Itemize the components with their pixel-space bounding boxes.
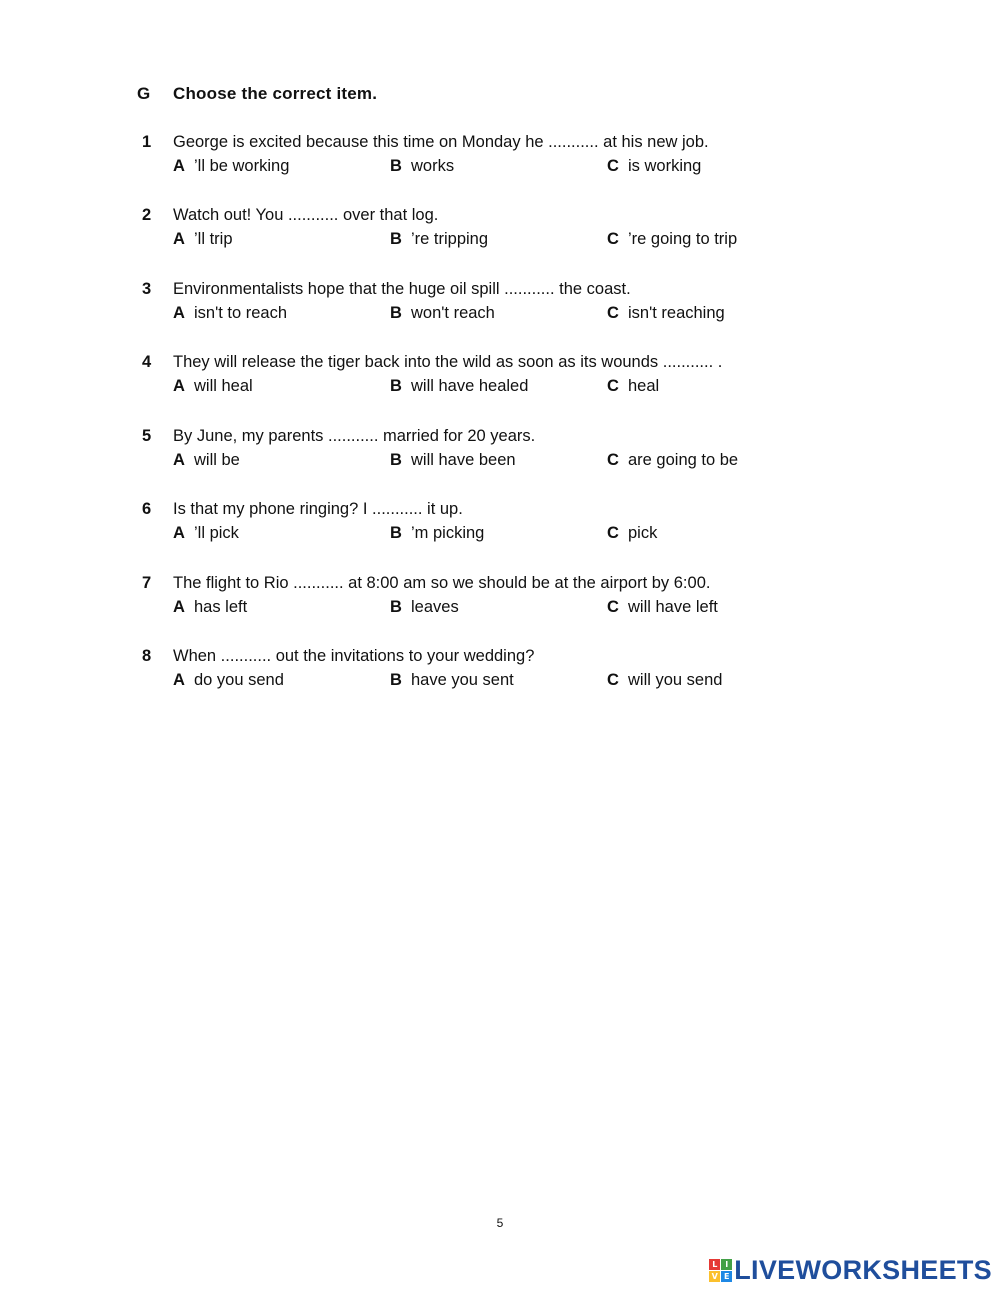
option-text: ’re tripping [411, 230, 489, 248]
option-a[interactable] [173, 448, 390, 472]
option-text: isn't reaching [628, 304, 725, 322]
logo-tile-i: I [721, 1259, 732, 1270]
option-b[interactable] [390, 595, 607, 619]
question-1 [137, 130, 897, 178]
option-text: ’m picking [411, 524, 485, 542]
option-a[interactable] [173, 154, 390, 178]
logo-tile-v: V [709, 1271, 720, 1282]
option-text: are going to be [628, 451, 739, 469]
option-text: will have left [628, 598, 718, 616]
option-text: ’ll be working [194, 157, 290, 175]
option-text: do you send [194, 671, 284, 689]
question-number: 4 [142, 353, 152, 371]
option-a[interactable] [173, 521, 390, 545]
option-c[interactable] [607, 154, 824, 178]
option-b[interactable] [390, 448, 607, 472]
question-4 [137, 350, 897, 398]
option-letter: A [173, 671, 185, 689]
section-title: Choose the correct item. [173, 84, 378, 103]
option-text: heal [628, 377, 660, 395]
option-text: have you sent [411, 671, 514, 689]
option-text: will have been [411, 451, 516, 469]
option-letter: A [173, 598, 185, 616]
option-a[interactable] [173, 227, 390, 251]
section-letter: G [137, 84, 151, 103]
brand-name: LIVEWORKSHEETS [734, 1254, 992, 1285]
question-text: George is excited because this time on Monday he ........... at his new job. [173, 133, 709, 151]
option-a[interactable] [173, 668, 390, 692]
liveworksheets-logo[interactable] [709, 1253, 992, 1287]
option-c[interactable] [607, 227, 824, 251]
option-text: ’ll trip [194, 230, 233, 248]
question-text: Is that my phone ringing? I ........... it up. [173, 500, 463, 518]
question-number: 7 [142, 574, 152, 592]
option-c[interactable] [607, 521, 824, 545]
question-text: The flight to Rio ........... at 8:00 am so we should be at the airport by 6:00. [173, 574, 711, 592]
option-b[interactable] [390, 301, 607, 325]
option-text: will you send [628, 671, 723, 689]
question-number: 3 [142, 280, 152, 298]
option-c[interactable] [607, 301, 824, 325]
question-number: 2 [142, 206, 152, 224]
option-letter: A [173, 304, 185, 322]
option-letter: A [173, 377, 185, 395]
option-letter: C [607, 157, 619, 175]
option-letter: A [173, 230, 185, 248]
option-letter: C [607, 451, 619, 469]
option-c[interactable] [607, 374, 824, 398]
option-text: is working [628, 157, 702, 175]
option-letter: B [390, 157, 402, 175]
option-c[interactable] [607, 595, 824, 619]
option-letter: B [390, 304, 402, 322]
option-text: ’re going to trip [628, 230, 738, 248]
option-a[interactable] [173, 301, 390, 325]
question-text: Watch out! You ........... over that log. [173, 206, 439, 224]
option-text: will have healed [411, 377, 529, 395]
question-7 [137, 571, 897, 619]
option-text: leaves [411, 598, 459, 616]
option-a[interactable] [173, 595, 390, 619]
option-letter: B [390, 377, 402, 395]
question-8 [137, 644, 897, 692]
option-letter: C [607, 230, 619, 248]
question-2 [137, 203, 897, 251]
logo-tile-l: L [709, 1259, 720, 1270]
option-text: works [411, 157, 455, 175]
option-text: has left [194, 598, 248, 616]
option-letter: A [173, 451, 185, 469]
page-number: 5 [496, 1216, 504, 1230]
option-text: ’ll pick [194, 524, 239, 542]
logo-tile-e: E [721, 1271, 732, 1282]
option-b[interactable] [390, 374, 607, 398]
option-a[interactable] [173, 374, 390, 398]
option-letter: B [390, 524, 402, 542]
option-letter: B [390, 598, 402, 616]
question-6 [137, 497, 897, 545]
question-text: Environmentalists hope that the huge oil spill ........... the coast. [173, 280, 631, 298]
option-letter: C [607, 524, 619, 542]
option-text: pick [628, 524, 658, 542]
option-letter: A [173, 157, 185, 175]
option-text: isn't to reach [194, 304, 288, 322]
option-letter: C [607, 377, 619, 395]
section-heading [137, 84, 377, 104]
option-letter: B [390, 451, 402, 469]
option-text: will heal [194, 377, 253, 395]
question-number: 8 [142, 647, 152, 665]
option-letter: B [390, 671, 402, 689]
question-text: When ........... out the invitations to your wedding? [173, 647, 535, 665]
option-letter: C [607, 304, 619, 322]
question-text: They will release the tiger back into the wild as soon as its wounds ........... . [173, 353, 723, 371]
option-c[interactable] [607, 448, 824, 472]
liveworksheets-logo-icon [709, 1259, 732, 1282]
option-text: won't reach [411, 304, 495, 322]
option-letter: B [390, 230, 402, 248]
question-3 [137, 277, 897, 325]
option-b[interactable] [390, 668, 607, 692]
option-c[interactable] [607, 668, 824, 692]
option-b[interactable] [390, 521, 607, 545]
question-number: 5 [142, 427, 152, 445]
option-b[interactable] [390, 227, 607, 251]
option-letter: C [607, 598, 619, 616]
question-number: 1 [142, 133, 152, 151]
question-text: By June, my parents ........... married for 20 years. [173, 427, 536, 445]
option-letter: C [607, 671, 619, 689]
option-letter: A [173, 524, 185, 542]
option-b[interactable] [390, 154, 607, 178]
option-text: will be [194, 451, 240, 469]
question-number: 6 [142, 500, 152, 518]
question-5 [137, 424, 897, 472]
